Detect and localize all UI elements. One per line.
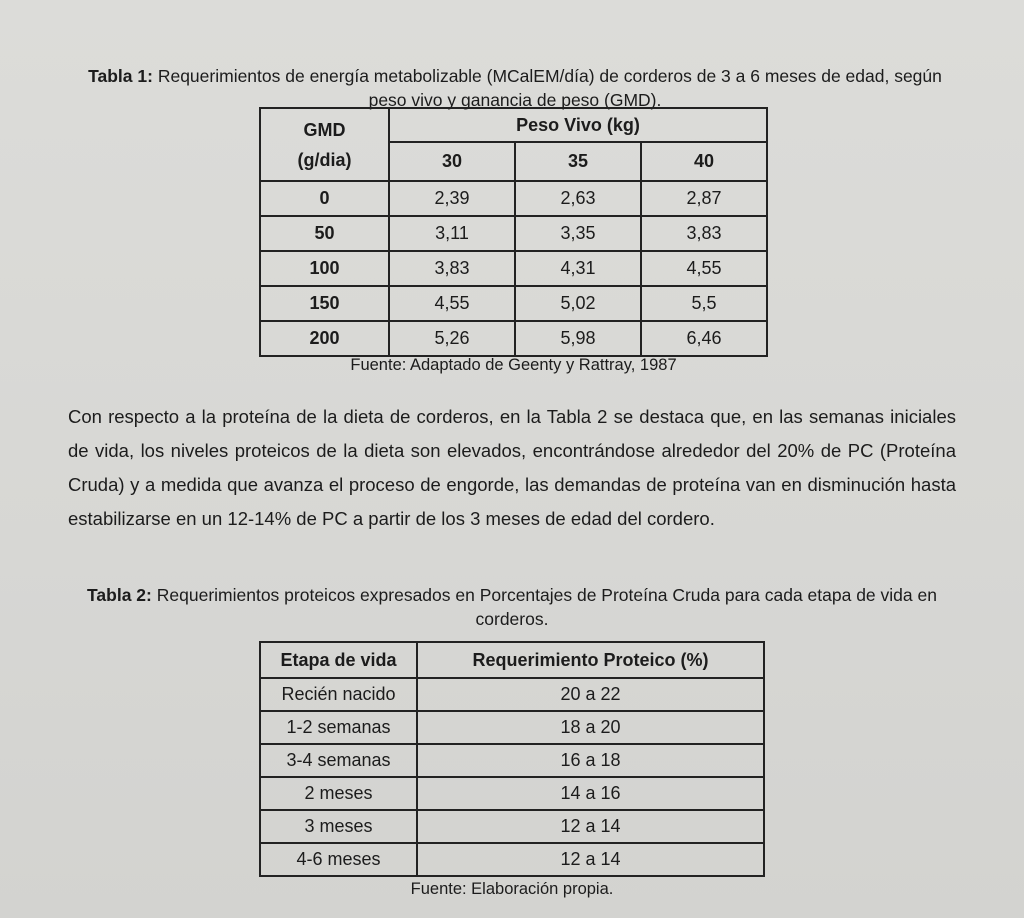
protein-cell: 12 a 14 <box>417 810 764 843</box>
table-row <box>260 181 767 216</box>
value-cell: 4,55 <box>389 286 515 321</box>
table1-caption-label: Tabla 1: <box>88 66 153 86</box>
table-row <box>260 843 764 876</box>
value-cell: 6,46 <box>641 321 767 356</box>
table-row <box>260 711 764 744</box>
table-row <box>260 251 767 286</box>
value-cell: 4,55 <box>641 251 767 286</box>
weight-column-header: 35 <box>515 142 641 181</box>
value-cell: 2,63 <box>515 181 641 216</box>
table2-caption-label: Tabla 2: <box>87 585 152 605</box>
table-row <box>260 777 764 810</box>
protein-cell: 20 a 22 <box>417 678 764 711</box>
value-cell: 2,39 <box>389 181 515 216</box>
table-row <box>260 321 767 356</box>
value-cell: 5,26 <box>389 321 515 356</box>
stage-cell: 4-6 meses <box>260 843 417 876</box>
value-cell: 5,5 <box>641 286 767 321</box>
table1-source: Fuente: Adaptado de Geenty y Rattray, 1987 <box>350 356 677 374</box>
protein-cell: 16 a 18 <box>417 744 764 777</box>
table-row <box>260 744 764 777</box>
weight-column-header: 30 <box>389 142 515 181</box>
stage-cell: 3 meses <box>260 810 417 843</box>
value-cell: 3,35 <box>515 216 641 251</box>
table1-caption-text: Requerimientos de energía metabolizable (MCalEM/día) de corderos de 3 a 6 meses de edad, según peso vivo y ganancia de peso (GMD). <box>157 66 942 110</box>
value-cell: 3,83 <box>389 251 515 286</box>
energy-requirements-table <box>259 107 768 357</box>
protein-requirements-table <box>259 641 765 877</box>
value-cell: 5,02 <box>515 286 641 321</box>
stage-cell: 2 meses <box>260 777 417 810</box>
table-row <box>260 216 767 251</box>
value-cell: 5,98 <box>515 321 641 356</box>
gmd-header <box>260 108 389 181</box>
gmd-cell: 50 <box>260 216 389 251</box>
weight-column-header: 40 <box>641 142 767 181</box>
table2-caption <box>72 583 952 631</box>
protein-cell: 14 a 16 <box>417 777 764 810</box>
protein-cell: 18 a 20 <box>417 711 764 744</box>
gmd-cell: 100 <box>260 251 389 286</box>
value-cell: 3,83 <box>641 216 767 251</box>
table-row <box>260 810 764 843</box>
protein-cell: 12 a 14 <box>417 843 764 876</box>
table1-caption <box>80 64 950 112</box>
gmd-cell: 150 <box>260 286 389 321</box>
value-cell: 3,11 <box>389 216 515 251</box>
body-paragraph: Con respecto a la proteína de la dieta de corderos, en la Tabla 2 se destaca que, en las semanas iniciales de vida, los niveles proteicos de la dieta son elevados, encontrándose alrededor del 20% de PC (Proteína Cruda) y a medida que avanza el proceso de engorde, las demandas de proteína van en disminución hasta estabilizarse en un 12-14% de PC a partir de los 3 meses de edad del cordero. <box>68 406 956 529</box>
gmd-header-line2: (g/dia) <box>297 150 352 170</box>
stage-cell: 1-2 semanas <box>260 711 417 744</box>
value-cell: 2,87 <box>641 181 767 216</box>
protein-header: Requerimiento Proteico (%) <box>417 642 764 678</box>
gmd-cell: 0 <box>260 181 389 216</box>
stage-cell: 3-4 semanas <box>260 744 417 777</box>
value-cell: 4,31 <box>515 251 641 286</box>
stage-cell: Recién nacido <box>260 678 417 711</box>
weight-group-header: Peso Vivo (kg) <box>389 108 767 142</box>
table-row <box>260 286 767 321</box>
gmd-header-line1: GMD <box>303 120 346 140</box>
table2-caption-text: Requerimientos proteicos expresados en Porcentajes de Proteína Cruda para cada etapa de vida en corderos. <box>156 585 937 629</box>
table-row <box>260 678 764 711</box>
gmd-cell: 200 <box>260 321 389 356</box>
table2-source: Fuente: Elaboración propia. <box>410 880 614 898</box>
stage-header: Etapa de vida <box>260 642 417 678</box>
